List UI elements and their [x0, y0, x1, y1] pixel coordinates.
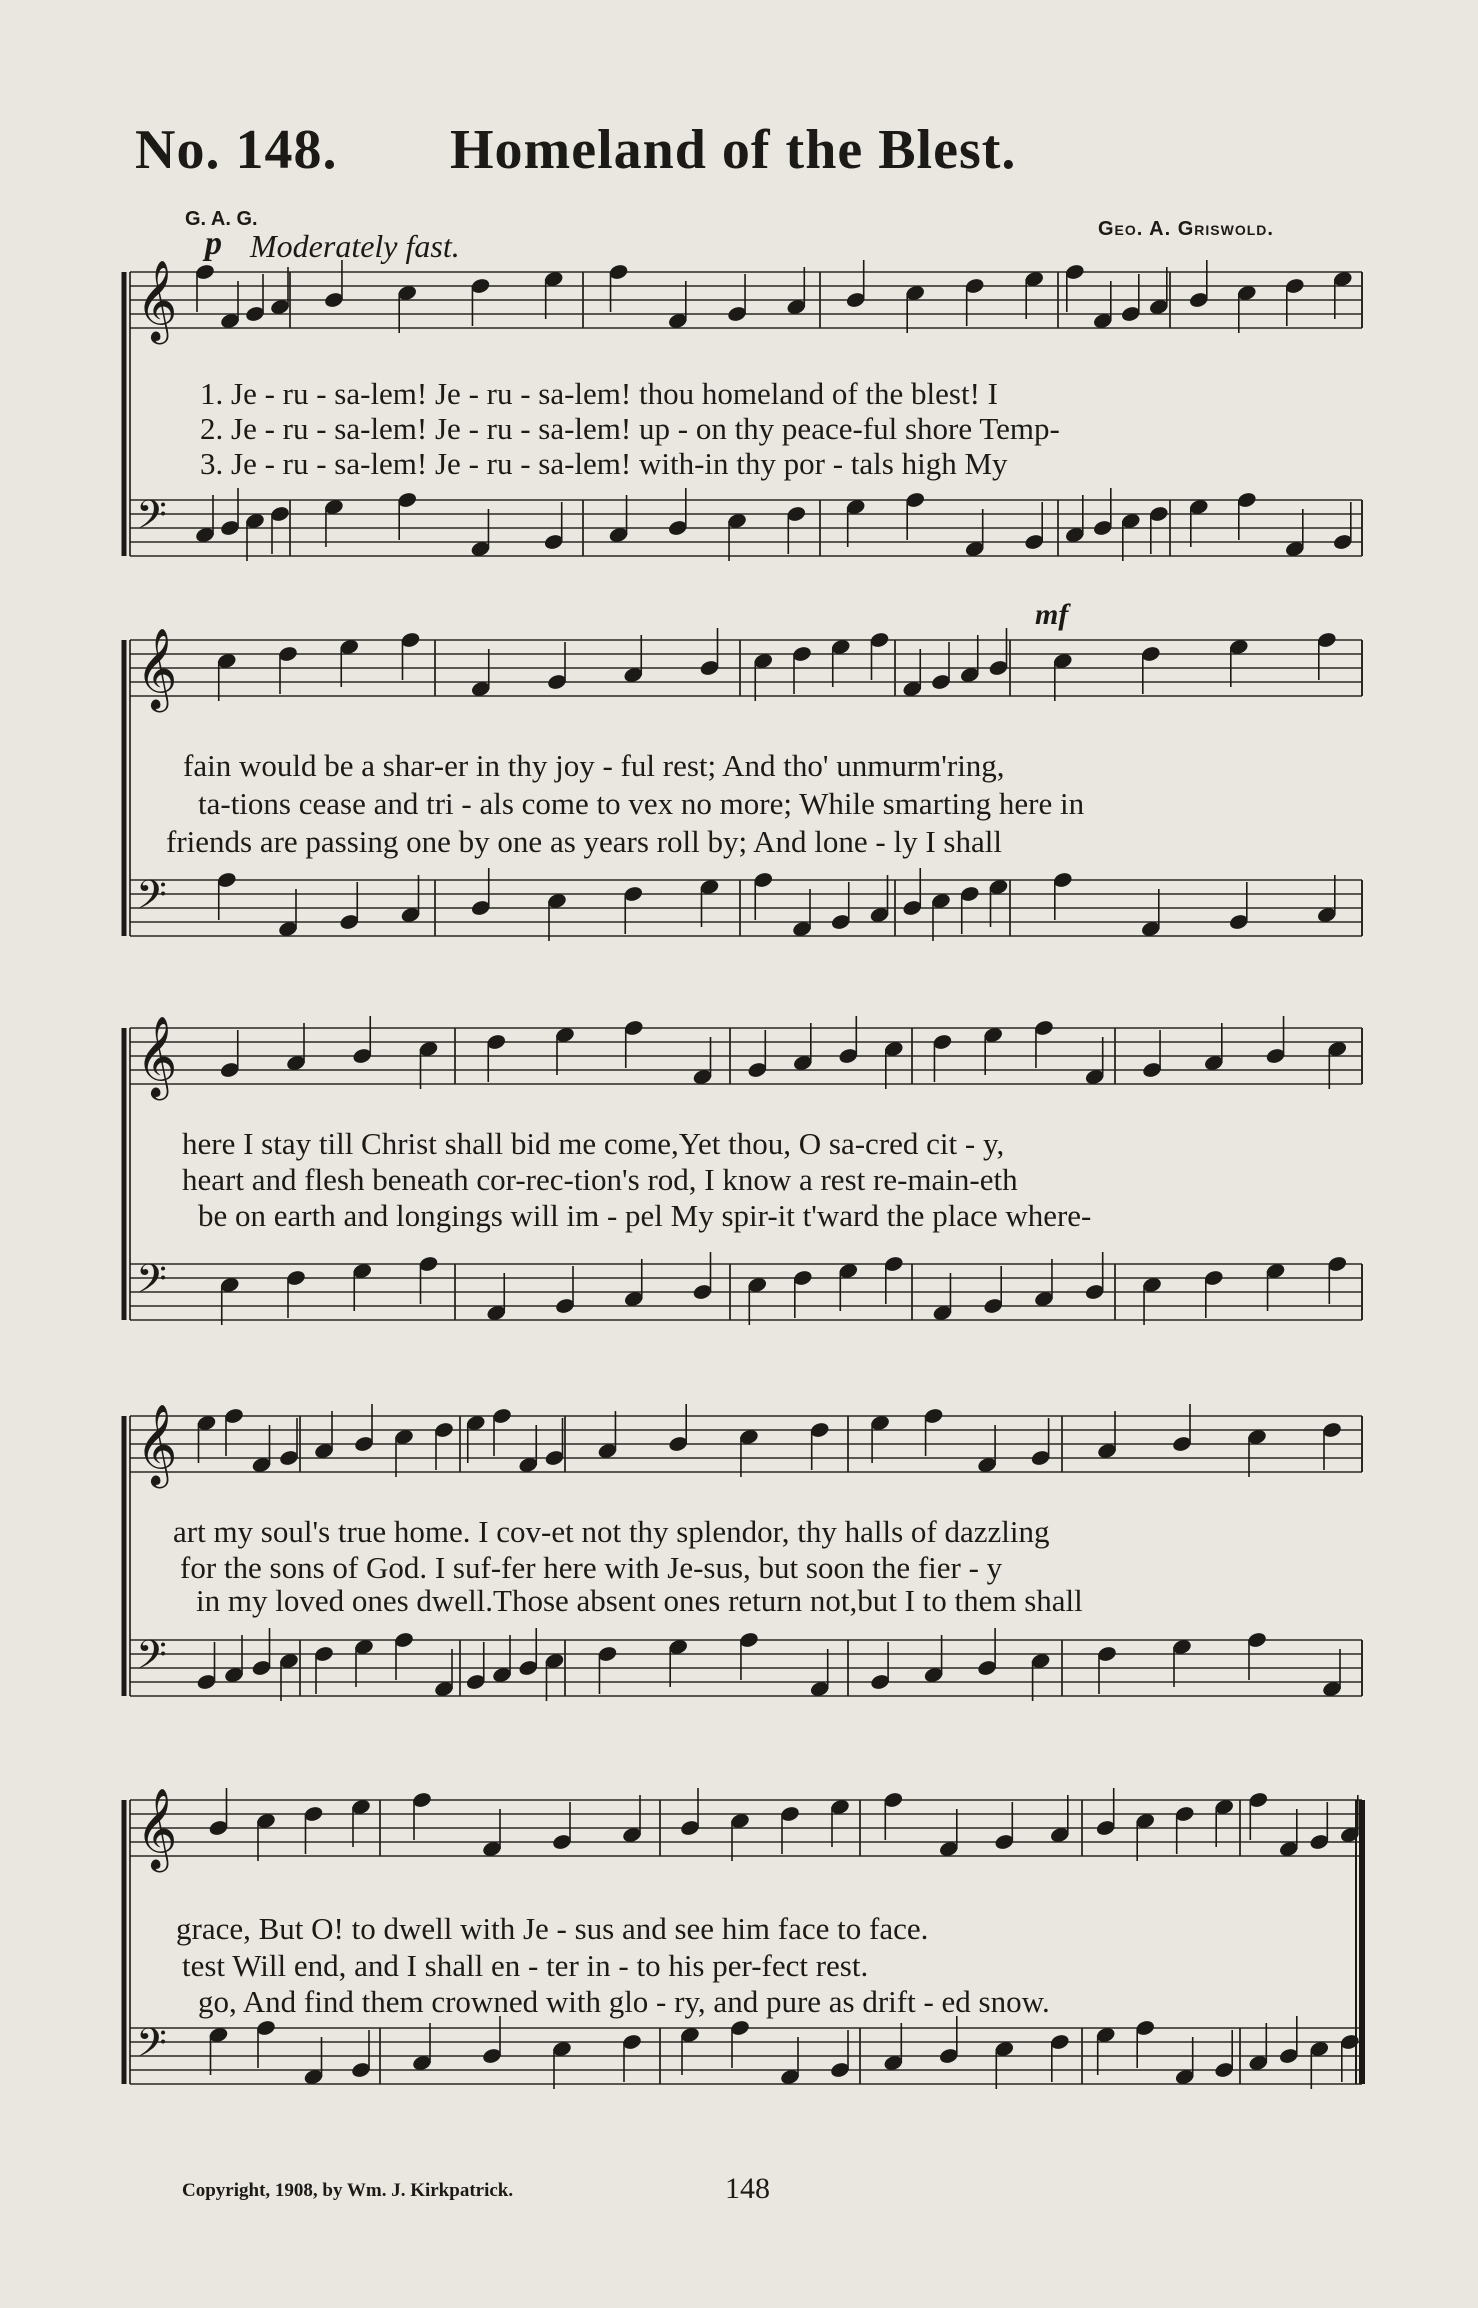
lyric-line: art my soul's true home. I cov-et not thy splendor, thy halls of dazzling	[173, 1514, 1050, 1549]
lyric-line: here I stay till Christ shall bid me come,Yet thou, O sa-cred cit - y,	[182, 1126, 1005, 1161]
composer-credit: Geo. A. Griswold.	[1098, 218, 1274, 240]
bass-clef-icon: 𝄢	[136, 1632, 167, 1688]
treble-clef-icon: 𝄞	[136, 259, 178, 341]
lyric-line: ta-tions cease and tri - als come to vex no more; While smarting here in	[198, 786, 1085, 821]
lyric-line: go, And find them crowned with glo - ry, and pure as drift - ed snow.	[198, 1984, 1050, 2019]
lyric-line: in my loved ones dwell.Those absent ones return not,but I to them shall	[196, 1583, 1083, 1618]
lyric-line: 2. Je - ru - sa-lem! Je - ru - sa-lem! up - on thy peace-ful shore Temp-	[200, 411, 1060, 446]
bass-clef-icon: 𝄢	[136, 872, 167, 928]
lyric-line: grace, But O! to dwell with Je - sus and see him face to face.	[176, 1911, 929, 1946]
lyric-line: test Will end, and I shall en - ter in - to his per-fect rest.	[182, 1948, 869, 1983]
bass-clef-icon: 𝄢	[136, 492, 167, 548]
treble-clef-icon: 𝄞	[136, 627, 178, 709]
lyric-line: for the sons of God. I suf-fer here with Je-sus, but soon the fier - y	[180, 1550, 1003, 1585]
dynamic-piano: p	[205, 225, 222, 262]
treble-clef-icon: 𝄞	[136, 1403, 178, 1485]
lyric-line: be on earth and longings will im - pel My spir-it t'ward the place where-	[198, 1198, 1092, 1233]
lyric-line: friends are passing one by one as years roll by; And lone - ly I shall	[166, 824, 1002, 859]
treble-clef-icon: 𝄞	[136, 1015, 178, 1097]
bass-clef-icon: 𝄢	[136, 2020, 167, 2076]
page-number: 148	[725, 2172, 770, 2205]
tempo-marking: Moderately fast.	[250, 228, 460, 264]
lyric-line: 1. Je - ru - sa-lem! Je - ru - sa-lem! thou homeland of the blest! I	[200, 376, 998, 411]
lyric-line: fain would be a shar-er in thy joy - ful rest; And tho' unmurm'ring,	[183, 748, 1005, 783]
treble-clef-icon: 𝄞	[136, 1787, 178, 1869]
dynamic-mezzo-forte: mf	[1035, 598, 1069, 631]
lyric-line: heart and flesh beneath cor-rec-tion's rod, I know a rest re-main-eth	[182, 1162, 1018, 1197]
copyright-notice: Copyright, 1908, by Wm. J. Kirkpatrick.	[182, 2180, 514, 2201]
hymn-number: No. 148.	[135, 119, 338, 181]
bass-clef-icon: 𝄢	[136, 1256, 167, 1312]
arranger-credit: G. A. G.	[185, 208, 258, 230]
lyric-line: 3. Je - ru - sa-lem! Je - ru - sa-lem! with-in thy por - tals high My	[200, 446, 1008, 481]
hymn-title: Homeland of the Blest.	[450, 119, 1017, 181]
